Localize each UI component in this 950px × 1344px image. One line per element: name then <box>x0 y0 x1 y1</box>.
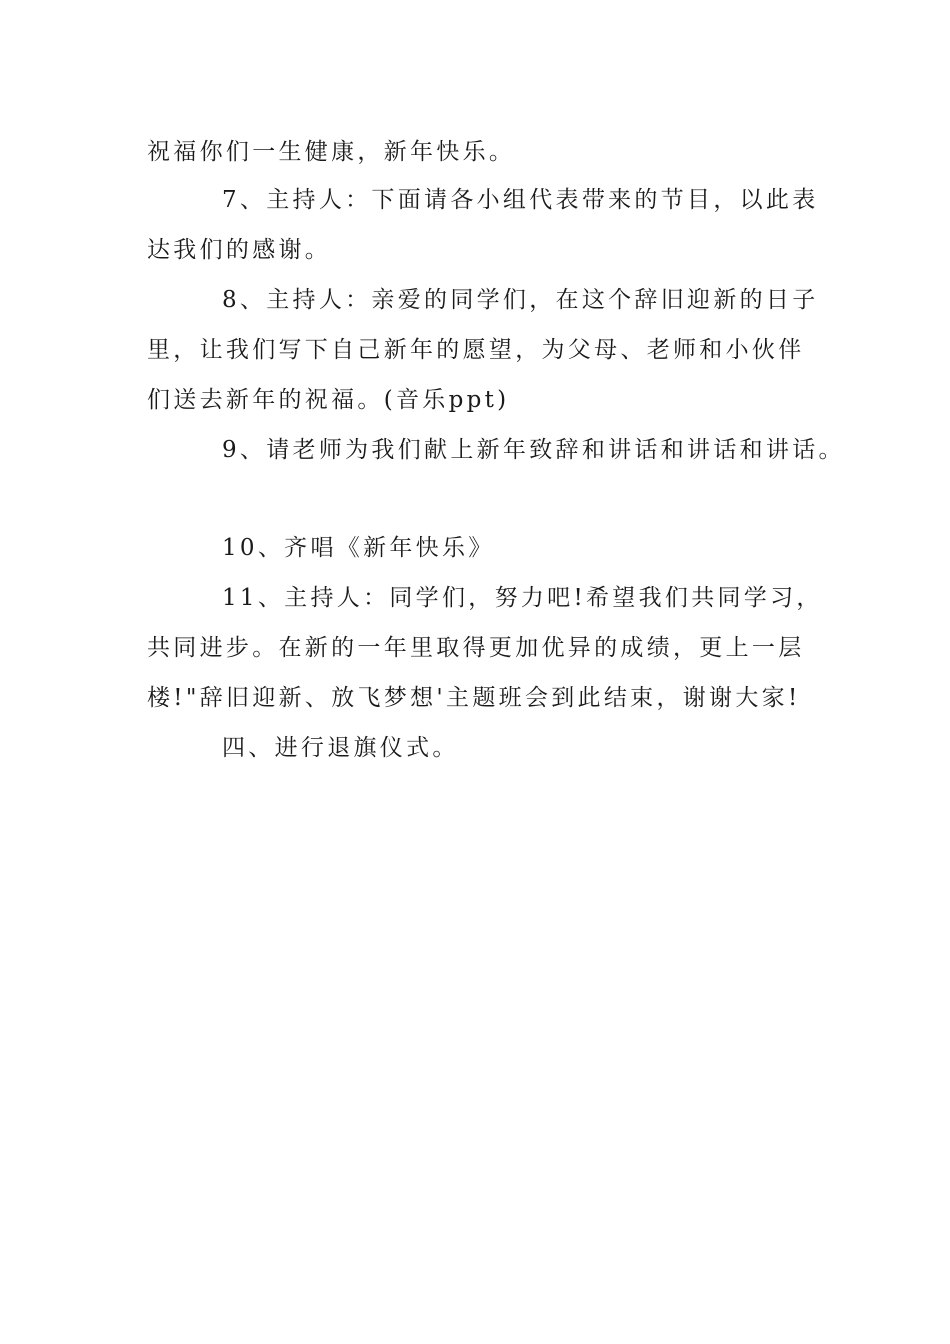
paragraph-line: 7、主持人：下面请各小组代表带来的节目，以此表 <box>222 187 819 213</box>
paragraph-line: 四、进行退旗仪式。 <box>222 735 459 761</box>
paragraph-line: 们送去新年的祝福。(音乐ppt) <box>147 387 510 413</box>
paragraph-line: 8、主持人：亲爱的同学们，在这个辞旧迎新的日子 <box>222 287 819 313</box>
paragraph-line: 祝福你们一生健康，新年快乐。 <box>147 139 516 165</box>
paragraph-line: 10、齐唱《新年快乐》 <box>222 535 495 561</box>
paragraph-line: 11、主持人：同学们，努力吧!希望我们共同学习， <box>222 585 823 611</box>
paragraph-line: 共同进步。在新的一年里取得更加优异的成绩，更上一层 <box>147 635 805 661</box>
paragraph-line: 楼!"辞旧迎新、放飞梦想'主题班会到此结束，谢谢大家! <box>147 685 801 711</box>
paragraph-line: 里，让我们写下自己新年的愿望，为父母、老师和小伙伴 <box>147 337 805 363</box>
paragraph-line: 达我们的感谢。 <box>147 237 332 263</box>
paragraph-line: 9、请老师为我们献上新年致辞和讲话和讲话和讲话。 <box>222 437 845 463</box>
